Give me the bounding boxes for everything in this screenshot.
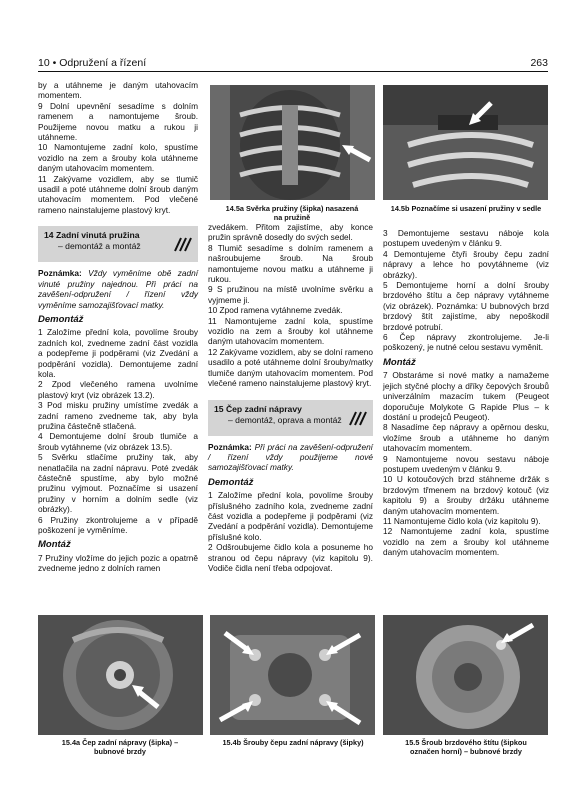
heading-montaz: Montáž bbox=[38, 539, 71, 551]
step-7: 7 Obstaráme si nové matky a namažeme jejich styčné plochy a dříky čepových šroubů univerzálním mazacím tukem (Peugeot doporučuje Molykote G Rapide Plus – k dostání u prodejců Peugeot). bbox=[383, 370, 549, 422]
page-number: 263 bbox=[530, 57, 548, 69]
step-12: 12 Zakývame vozidlem, aby se dolní rameno usadilo a poté utáhneme dolní šrouby/matky tlumiče daným utahovacím momentem. Pod vlečené rameno nainstalujeme plastový kryt. bbox=[208, 346, 373, 389]
brake-shield-illustration bbox=[383, 615, 548, 735]
step-3: 3 Demontujeme sestavu náboje kola postupem uvedeným v článku 9. bbox=[383, 228, 549, 249]
photo-axle-bolts bbox=[210, 615, 375, 735]
photo-brake-shield bbox=[383, 615, 548, 735]
caption-fig-15-4a: 15.4a Čep zadní nápravy (šipka) – bubnové brzdy bbox=[61, 738, 179, 756]
column-3 bbox=[383, 228, 549, 558]
note-text: Vždy vyměníme obě zadní vinuté pružiny najednou. Při práci na zavěšení-odpružení / řízení vždy vyměníme samozajišťovací matky. bbox=[38, 268, 198, 310]
step-4: 4 Demontujeme čtyři šrouby čepu zadní nápravy a lehce ho povytáhneme (viz obrázky). bbox=[383, 248, 549, 280]
step-6: 6 Čep nápravy zkontrolujeme. Je-li poškozený, je nutné celou sestavu vyměnit. bbox=[383, 332, 549, 353]
step-3: 3 Pod misku pružiny umístíme zvedák a zadní rameno zvedneme tak, aby byla pružina částečně stlačená. bbox=[38, 400, 198, 431]
heading-demontaz: Demontáž bbox=[38, 313, 84, 325]
step-10: 10 Namontujeme zadní kolo, spustíme vozidlo na zem a šrouby kola utáhneme daným utahovacím momentem. bbox=[38, 142, 198, 174]
caption-fig-14-5a: 14.5a Svěrka pružiny (šipka) nasazená na pružině bbox=[225, 204, 359, 222]
note-label: Poznámka: bbox=[38, 268, 82, 279]
section-box-14 bbox=[38, 226, 198, 262]
step-11: 11 Namontujeme čidlo kola (viz kapitolu 9). bbox=[383, 515, 541, 526]
step-2: 2 Odšroubujeme čidlo kola a posuneme ho stranou od čepu nápravy (viz kapitolu 9). Vodiče čidla není třeba odpojovat. bbox=[208, 542, 373, 573]
column-1 bbox=[38, 80, 198, 574]
section-subtitle-14: – demontáž a montáž bbox=[58, 241, 141, 252]
section-subtitle-15: – demontáž, oprava a montáž bbox=[228, 414, 342, 425]
step-12: 12 Namontujeme zadní kola, spustíme vozidlo na zem a šrouby kol utáhneme daným utahovacím momentem. bbox=[383, 526, 549, 558]
section-title-15: 15 Čep zadní nápravy bbox=[214, 403, 302, 414]
section-title-14: 14 Zadní vinutá pružina bbox=[44, 230, 140, 241]
caption-fig-14-5b: 14.5b Poznačíme si usazení pružiny v sedle bbox=[390, 204, 542, 213]
step-10: 10 U kotoučových brzd stáhneme držák s brzdovým třmenem na brzdový kotouč (viz kapitolu 9) a šrouby držáku utáhneme daným utahovacím momentem. bbox=[383, 474, 549, 516]
axle-bolts-illustration bbox=[210, 615, 375, 735]
section-title: 10 • Odpružení a řízení bbox=[38, 57, 147, 69]
step-9: 9 S pružinou na místě uvolníme svěrku a vyjmeme ji. bbox=[208, 284, 373, 305]
step-5: 5 Demontujeme horní a dolní šrouby brzdového štítu a čep nápravy vytáhneme (viz obrázek). Poznámka: U bubnových brzd brzdový štít zajistíme, aby nepoškodil brzdové potrubí. bbox=[383, 280, 549, 332]
step-11: 11 Zakývame vozidlem, aby se tlumič usadil a poté utáhneme dolní šroub daným utahovacím momentem. Pod vlečené rameno nainstalujeme plastový kryt. bbox=[38, 173, 198, 215]
heading-montaz: Montáž bbox=[383, 356, 416, 368]
step-9: 9 Dolní upevnění sesadíme s dolním ramenem a namontujeme šroub. Použijeme novou matku a rukou ji utáhneme. bbox=[38, 100, 198, 143]
step-2: 2 Zpod vlečeného ramena uvolníme plastový kryt (viz obrázek 13.2). bbox=[38, 379, 198, 400]
step-8: 8 Tlumič sesadíme s dolním ramenem a našroubujeme šroub. Na šroub namontujeme novou matku a utáhneme ji rukou. bbox=[208, 242, 373, 285]
paragraph: by a utáhneme je daným utahovacím momentem. bbox=[38, 80, 198, 101]
caption-fig-15-4b: 15.4b Šrouby čepu zadní nápravy (šipky) bbox=[222, 738, 364, 747]
note-text: Při práci na zavěšení-odpružení / řízení vždy použijeme nové samozajišťovací matky. bbox=[208, 441, 373, 473]
step-1: 1 Založíme přední kola, povolíme šrouby příslušného zadního kola, zvedneme zadní část vozidla a podepřeme ji podpěrami (viz Zvedání a podpěrání vozidla). Demontujeme příslušné kolo. bbox=[208, 490, 373, 542]
step-5: 5 Svěrku stlačíme pružiny tak, aby nenatlačila na zadní nápravu. Poté zvedák částečně spustíme, aby bylo možné pružinu vyjmout. Poznačíme si usazení pružiny v horním a dolním sedle (viz obrázky). bbox=[38, 452, 198, 515]
step-8: 8 Nasadíme čep nápravy a opěrnou desku, vložíme šroub a utáhneme ho daným utahovacím momentem. bbox=[383, 422, 549, 454]
heading-demontaz: Demontáž bbox=[208, 476, 254, 488]
wrench-icon bbox=[347, 408, 367, 428]
step-1: 1 Založíme přední kola, povolíme šrouby zadních kol, zvedneme zadní část vozidla a podepřeme ji podpěrami (viz Zvedání a podpěrání vozidla). Demontujeme zadní kola. bbox=[38, 327, 198, 379]
section-box-15 bbox=[208, 400, 373, 436]
step-7: 7 Pružiny vložíme do jejich pozic a opatrně zvedneme jedno z dolních ramen bbox=[38, 552, 198, 574]
step-9: 9 Namontujeme novou sestavu náboje postupem uvedeným v článku 9. bbox=[383, 453, 549, 474]
photo-spring-clamp bbox=[210, 85, 375, 200]
paragraph: zvedákem. Přitom zajistíme, aby konce pružin správně dosedly do svých sedel. bbox=[208, 222, 373, 243]
axle-drum-illustration bbox=[38, 615, 203, 735]
column-2 bbox=[208, 222, 373, 573]
step-4: 4 Demontujeme dolní šroub tlumiče a šroub vytáhneme (viz obrázek 13.5). bbox=[38, 431, 198, 452]
step-10: 10 Zpod ramena vytáhneme zvedák. bbox=[208, 305, 343, 316]
spring-seat-illustration bbox=[383, 85, 548, 200]
photo-spring-seat bbox=[383, 85, 548, 200]
spring-clamp-illustration bbox=[210, 85, 375, 200]
step-11: 11 Namontujeme zadní kola, spustíme vozidlo na zem a šrouby kol utáhneme daným utahovacím momentem. bbox=[208, 315, 373, 347]
caption-fig-15-5: 15.5 Šroub brzdového štítu (šipkou označen horní) – bubnové brzdy bbox=[405, 738, 527, 756]
step-6: 6 Pružiny zkontrolujeme a v případě poškození je vyměníme. bbox=[38, 514, 198, 536]
wrench-icon bbox=[172, 234, 192, 254]
running-header bbox=[38, 56, 548, 72]
note-label: Poznámka: bbox=[208, 441, 252, 452]
photo-axle-drum bbox=[38, 615, 203, 735]
